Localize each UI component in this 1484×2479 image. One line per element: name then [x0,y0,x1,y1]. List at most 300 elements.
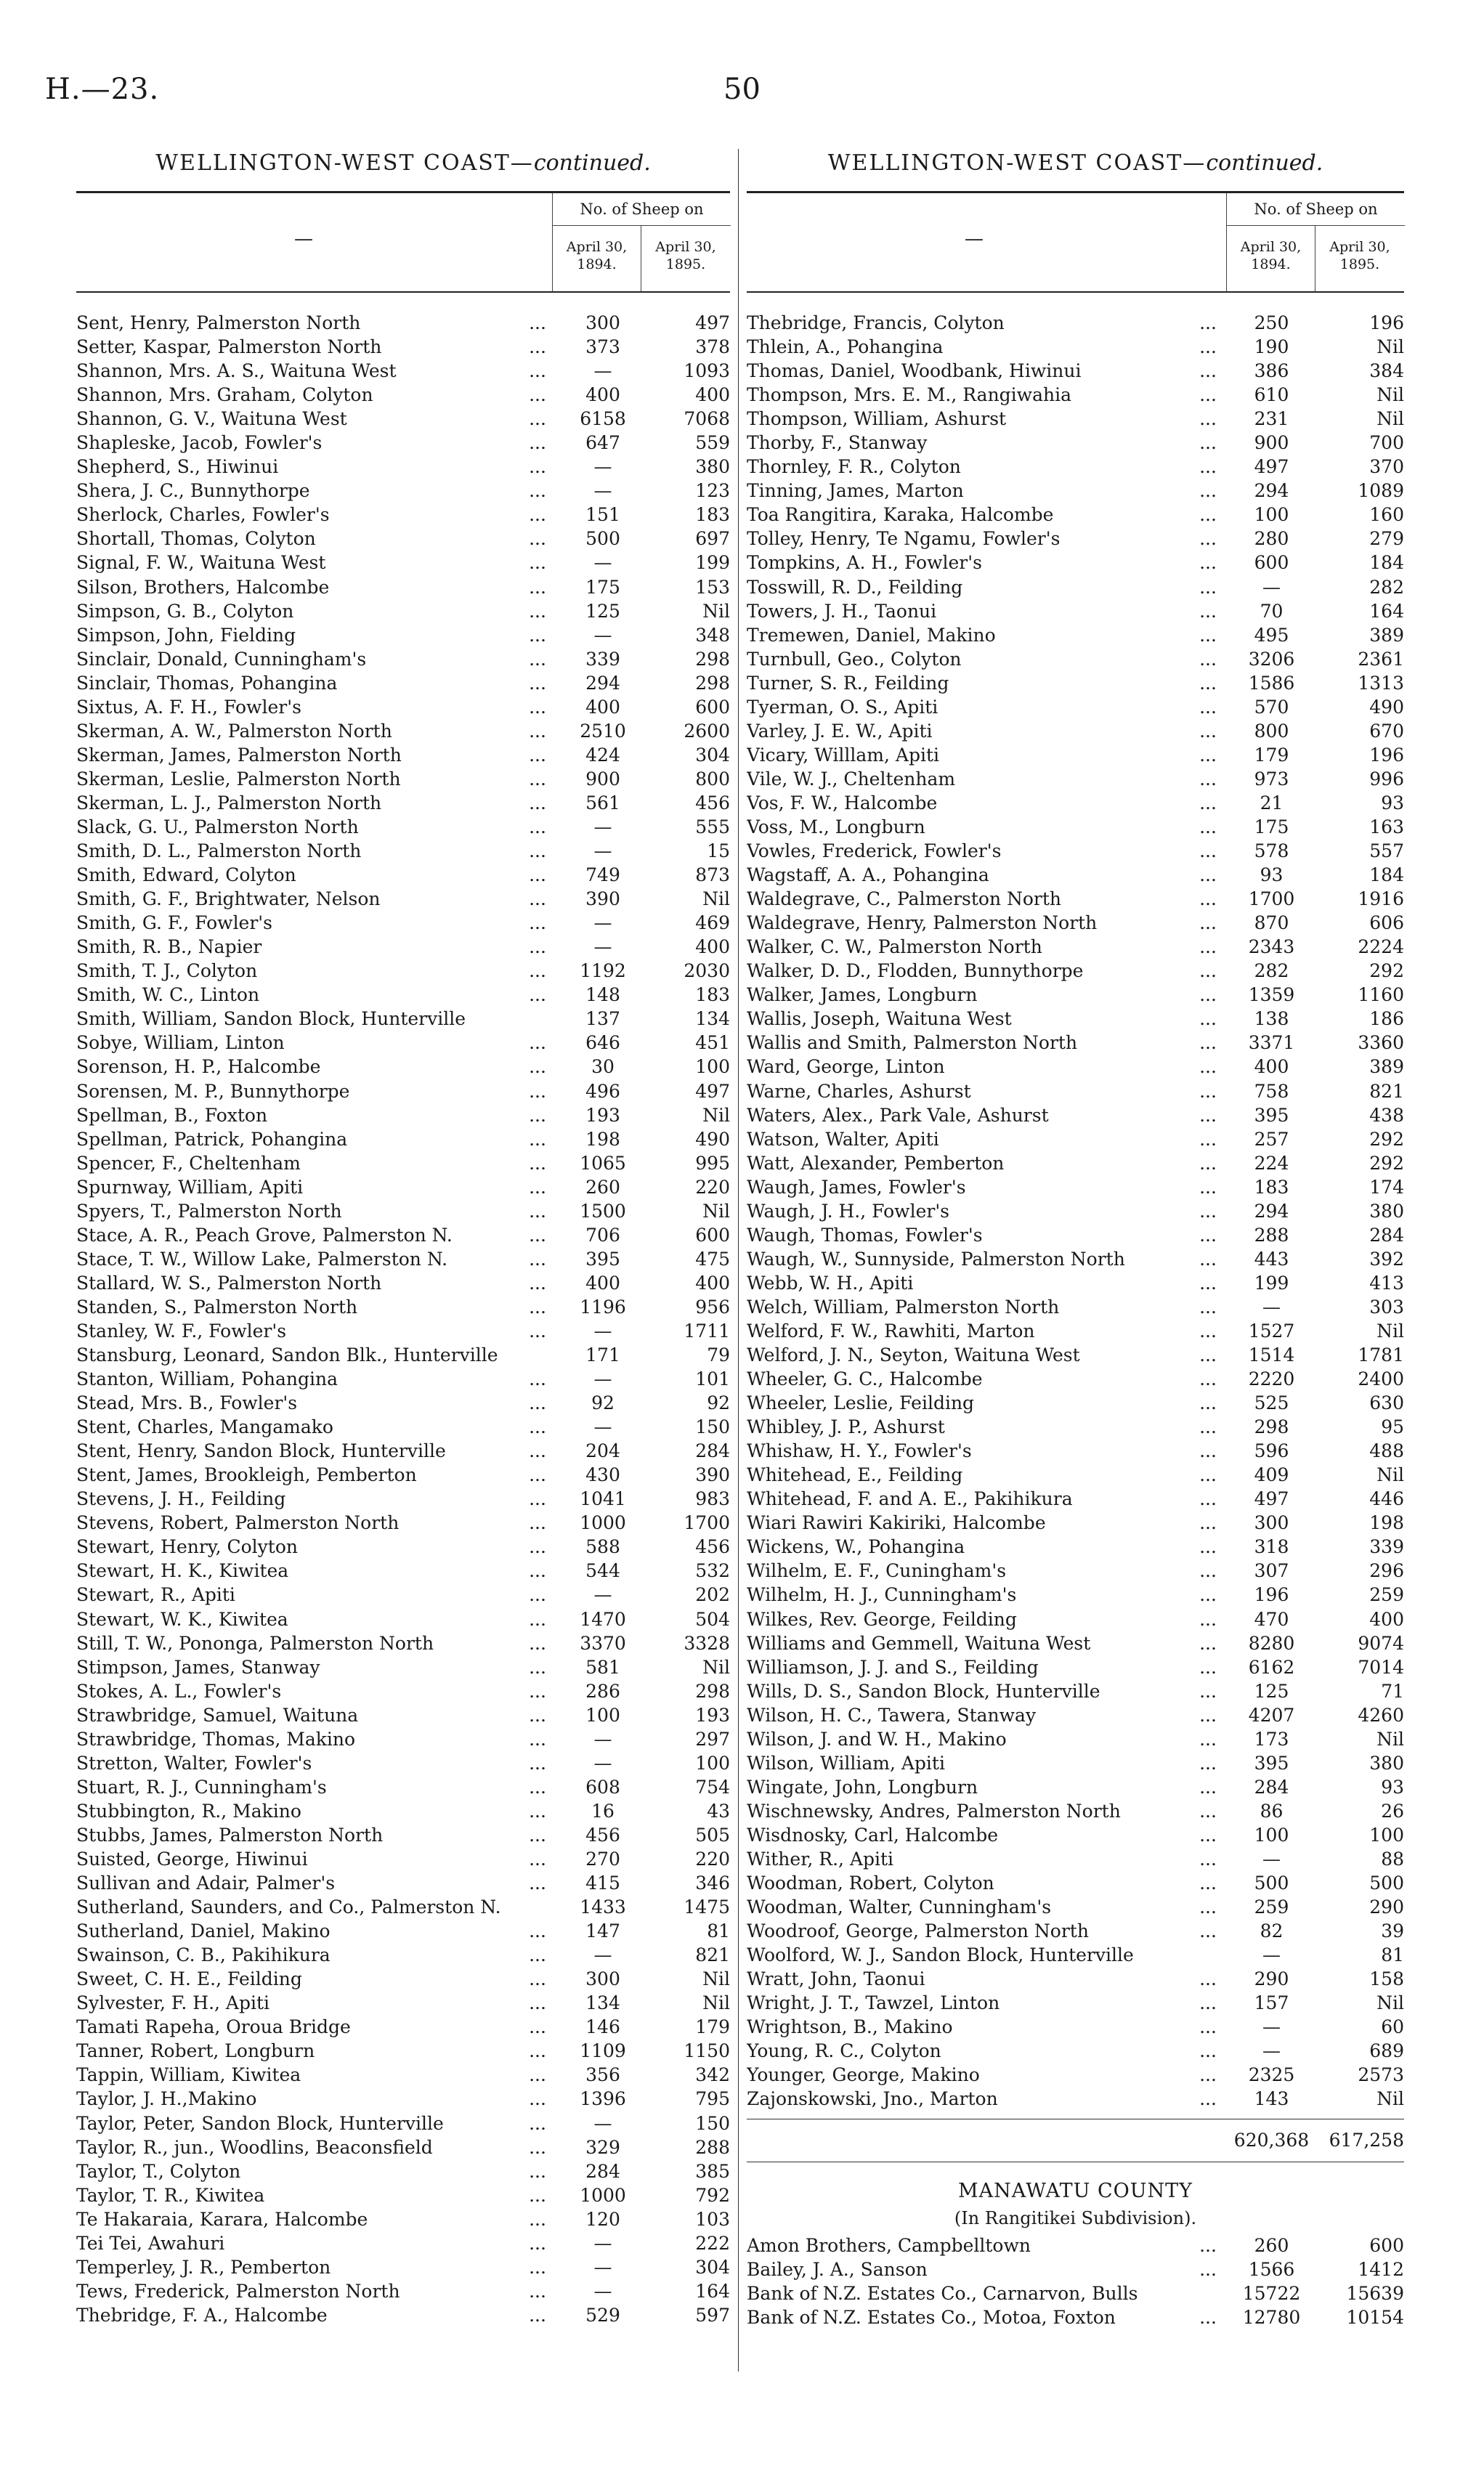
table-row [747,1271,1404,1295]
farmer-name: Stanley, W. F., Fowler's [76,1320,287,1342]
leader-dots: ... [1199,1392,1217,1414]
sheep-1894: 409 [1254,1464,1289,1486]
farmer-name: Shortall, Thomas, Colyton [76,528,316,550]
table-row [747,815,1404,839]
sheep-1895: 342 [695,2064,730,2086]
leader-dots: ... [529,1608,546,1630]
farmer-name: Amon Brothers, Campbelltown [747,2234,1031,2256]
farmer-name: Woodman, Walter, Cunningham's [747,1896,1052,1918]
farmer-name: Taylor, T., Colyton [76,2160,241,2182]
farmer-name: Whitehead, F. and A. E., Pakihikura [747,1488,1073,1510]
sheep-1894: 386 [1254,360,1289,382]
sheep-1895: 202 [695,1584,730,1606]
sheep-1895: 996 [1369,768,1404,790]
sheep-1895: 279 [1369,528,1404,550]
sheep-1894: 497 [1254,456,1289,478]
sheep-1895: 222 [695,2232,730,2254]
sheep-1894: 179 [1254,744,1289,766]
sheep-1894: 30 [591,1056,615,1078]
leader-dots: ... [1199,1704,1217,1726]
table-row [747,1487,1404,1511]
sheep-1895: 346 [695,1873,730,1894]
leader-dots: ... [1199,1128,1217,1150]
sheep-1895: 1093 [684,360,730,382]
sheep-1894: 137 [585,1008,620,1030]
leader-dots: ... [1199,384,1217,406]
sheep-1895: 290 [1369,1896,1404,1918]
sheep-1895: 380 [1369,1200,1404,1222]
sheep-1895: Nil [702,1968,730,1990]
sheep-1895: 597 [695,2304,730,2326]
table-row [747,1775,1404,1799]
farmer-name: Sent, Henry, Palmerston North [76,312,361,333]
leader-dots: ... [1199,768,1217,790]
sheep-1894: 125 [1254,1680,1289,1702]
leader-dots: ... [1199,552,1217,574]
sheep-1895: 389 [1369,1056,1404,1078]
right-header-col-1894: April 30, 1894. [1226,225,1315,291]
sheep-1894: 92 [591,1392,615,1414]
table-row [747,767,1404,791]
sheep-1895: 600 [695,1224,730,1246]
leader-dots: ... [1199,864,1217,886]
sheep-1894: 2343 [1248,936,1295,958]
table-row [76,2015,730,2039]
leader-dots: ... [529,1992,546,2014]
sheep-1894: 290 [1254,1968,1289,1990]
sheep-1894: — [593,1584,612,1606]
sheep-1894: 1433 [580,1896,626,1918]
sheep-1894: — [1262,1849,1281,1870]
sheep-1895: 1700 [684,1512,730,1534]
leader-dots: ... [529,1104,546,1126]
sheep-1894: — [593,1416,612,1438]
sheep-1894: 3206 [1248,648,1295,670]
table-row [76,1583,730,1607]
sheep-1894: 758 [1254,1080,1289,1102]
farmer-name: Still, T. W., Pononga, Palmerston North [76,1632,434,1654]
sheep-1894: 495 [1254,624,1289,646]
leader-dots: ... [1199,600,1217,622]
farmer-name: Spellman, B., Foxton [76,1104,268,1126]
leader-dots: ... [1199,1320,1217,1342]
sheep-1895: 304 [695,744,730,766]
sheep-1894: 260 [585,1176,620,1198]
leader-dots: ... [529,2160,546,2182]
leader-dots: ... [529,624,546,646]
table-row [747,959,1404,983]
leader-dots: ... [1199,792,1217,814]
table-row [76,791,730,815]
sheep-1894: 1000 [580,2184,626,2206]
leader-dots: ... [529,2304,546,2326]
sheep-1894: 570 [1254,696,1289,718]
farmer-name: Woodman, Robert, Colyton [747,1873,994,1894]
table-row [747,359,1404,383]
sheep-1895: 1711 [684,1320,730,1342]
leader-dots: ... [1199,2064,1217,2086]
sheep-1895: 164 [695,2280,730,2302]
farmer-name: Wheeler, Leslie, Feilding [747,1392,975,1414]
farmer-name: Strawbridge, Thomas, Makino [76,1728,356,1750]
leader-dots: ... [529,1224,546,1246]
table-row [76,407,730,431]
sheep-1894: 175 [1254,816,1289,837]
farmer-name: Skerman, James, Palmerston North [76,744,402,766]
table-row [76,623,730,647]
sheep-1894: 1065 [580,1152,626,1174]
sheep-1894: 400 [585,384,620,406]
leader-dots: ... [529,984,546,1006]
sheep-1894: 6162 [1248,1656,1295,1678]
leader-dots: ... [529,2256,546,2278]
leader-dots: ... [529,504,546,526]
farmer-name: Wickens, W., Pohangina [747,1536,965,1558]
sheep-1895: 400 [695,1272,730,1294]
farmer-name: Warne, Charles, Ashurst [747,1080,971,1102]
sheep-1895: 15639 [1346,2282,1404,2304]
leader-dots: ... [529,1752,546,1774]
sheep-1895: 196 [1369,312,1404,333]
table-row [76,935,730,959]
leader-dots: ... [1199,1272,1217,1294]
leader-dots: ... [1199,1344,1217,1366]
farmer-name: Turnbull, Geo., Colyton [747,648,962,670]
sheep-1895: 348 [695,624,730,646]
table-row [76,1943,730,1967]
sheep-1894: — [1262,1944,1281,1966]
sheep-1895: 2400 [1358,1368,1404,1390]
table-row [747,1751,1404,1775]
leader-dots: ... [529,1416,546,1438]
table-row [747,2087,1404,2111]
sheep-1894: 190 [1254,336,1289,358]
sheep-1894: 204 [585,1440,620,1462]
table-row [76,1823,730,1847]
table-row [76,383,730,407]
farmer-name: Whitehead, E., Feilding [747,1464,963,1486]
sheep-1895: Nil [702,888,730,910]
sheep-1894: 800 [1254,720,1289,742]
sheep-1894: 706 [585,1224,620,1246]
table-row [76,1127,730,1151]
table-row [747,1175,1404,1199]
leader-dots: ... [529,1248,546,1270]
farmer-name: Smith, G. F., Brightwater, Nelson [76,888,381,910]
leader-dots: ... [1199,1488,1217,1510]
sheep-1894: 294 [1254,1200,1289,1222]
leader-dots: ... [529,1464,546,1486]
table-row [747,383,1404,407]
table-row [76,2207,730,2231]
leader-dots: ... [529,432,546,454]
sheep-1895: 1781 [1358,1344,1404,1366]
sheep-1895: 153 [695,576,730,598]
table-row [76,2231,730,2255]
farmer-name: Stead, Mrs. B., Fowler's [76,1392,298,1414]
sheep-1894: 1359 [1248,984,1295,1006]
sheep-1894: 1700 [1248,888,1295,910]
leader-dots: ... [1199,480,1217,502]
sheep-1895: 490 [695,1128,730,1150]
leader-dots: ... [1199,1920,1217,1942]
table-row [747,1727,1404,1751]
leader-dots: ... [529,1488,546,1510]
sheep-1895: 438 [1369,1104,1404,1126]
sheep-1894: 175 [585,576,620,598]
leader-dots: ... [1199,1512,1217,1534]
table-row [76,551,730,575]
farmer-name: Tappin, William, Kiwitea [76,2064,301,2086]
sheep-1894: 288 [1254,1224,1289,1246]
leader-dots: ... [529,864,546,886]
farmer-name: Williams and Gemmell, Waituna West [747,1632,1091,1654]
farmer-name: Stallard, W. S., Palmerston North [76,1272,382,1294]
leader-dots: ... [1199,1873,1217,1894]
sheep-1895: 497 [695,1080,730,1102]
table-row [747,1319,1404,1343]
sheep-1894: — [1262,2016,1281,2038]
sheep-1894: 259 [1254,1896,1289,1918]
sheep-1894: 298 [1254,1416,1289,1438]
leader-dots: ... [1199,1896,1217,1918]
farmer-name: Smith, W. C., Linton [76,984,260,1006]
leader-dots: ... [529,1152,546,1174]
farmer-name: Ward, George, Linton [747,1056,945,1078]
table-row [76,2303,730,2327]
sheep-1894: — [593,456,612,478]
leader-dots: ... [529,1392,546,1414]
leader-dots: ... [529,2208,546,2230]
sheep-1895: Nil [1376,408,1404,430]
sheep-1894: 900 [1254,432,1289,454]
table-row [76,1703,730,1727]
farmer-name: Spyers, T., Palmerston North [76,1200,342,1222]
sheep-1895: 92 [707,1392,730,1414]
table-row [747,431,1404,455]
leader-dots: ... [1199,360,1217,382]
table-row [747,335,1404,359]
table-row [76,2159,730,2183]
sheep-1895: 754 [695,1776,730,1798]
farmer-name: Smith, T. J., Colyton [76,960,258,982]
leader-dots: ... [1199,1296,1217,1318]
sheep-1895: 298 [695,672,730,694]
table-row [76,983,730,1007]
sheep-1895: 60 [1381,2016,1404,2038]
sheep-1894: 500 [585,528,620,550]
farmer-name: Wilson, William, Apiti [747,1752,945,1774]
farmer-name: Smith, G. F., Fowler's [76,912,273,934]
farmer-name: Taylor, T. R., Kiwitea [76,2184,265,2206]
table-row [747,887,1404,911]
leader-dots: ... [529,888,546,910]
sheep-1894: 1527 [1248,1320,1295,1342]
farmer-name: Simpson, G. B., Colyton [76,600,294,622]
leader-dots: ... [529,1368,546,1390]
sheep-1894: 100 [1254,504,1289,526]
sheep-1894: — [593,2256,612,2278]
sheep-1894: 294 [1254,480,1289,502]
farmer-name: Skerman, Leslie, Palmerston North [76,768,401,790]
table-row [76,431,730,455]
farmer-name: Stent, Charles, Mangamako [76,1416,333,1438]
sheep-1894: 608 [585,1776,620,1798]
sheep-1895: 400 [695,384,730,406]
sheep-1895: 100 [695,1752,730,1774]
sheep-1894: 578 [1254,840,1289,862]
farmer-name: Young, R. C., Colyton [747,2040,941,2062]
leader-dots: ... [529,2016,546,2038]
leader-dots: ... [529,1440,546,1462]
sheep-1894: 1470 [580,1608,626,1630]
farmer-name: Watt, Alexander, Pemberton [747,1152,1005,1174]
farmer-name: Towers, J. H., Taonui [747,600,937,622]
farmer-name: Thompson, William, Ashurst [747,408,1007,430]
sheep-1895: 795 [695,2088,730,2110]
sheep-1895: 497 [695,312,730,333]
sheep-1894: 318 [1254,1536,1289,1558]
table-row [747,1559,1404,1583]
table-row [747,1655,1404,1679]
sheep-1894: 4207 [1248,1704,1295,1726]
right-title-italic: continued. [1206,150,1323,176]
leader-dots: ... [1199,1440,1217,1462]
table-row [76,1007,730,1031]
sheep-1895: 2573 [1358,2064,1404,2086]
farmer-name: Silson, Brothers, Halcombe [76,576,330,598]
leader-dots: ... [529,1656,546,1678]
sheep-1895: 392 [1369,1248,1404,1270]
right-title-main: WELLINGTON-WEST COAST— [827,150,1207,176]
sheep-1894: 430 [585,1464,620,1486]
sheep-1895: 821 [695,1944,730,1966]
sheep-1895: 26 [1381,1800,1404,1822]
leader-dots: ... [529,1512,546,1534]
farmer-name: Wilson, J. and W. H., Makino [747,1728,1007,1750]
leader-dots: ... [1199,816,1217,837]
leader-dots: ... [529,2136,546,2158]
farmer-name: Shannon, Mrs. Graham, Colyton [76,384,373,406]
sheep-1895: 43 [707,1800,730,1822]
sheep-1895: 504 [695,1608,730,1630]
farmer-name: Thomas, Daniel, Woodbank, Hiwinui [747,360,1082,382]
farmer-name: Thorby, F., Stanway [747,432,928,454]
farmer-name: Standen, S., Palmerston North [76,1296,358,1318]
leader-dots: ... [529,2280,546,2302]
farmer-name: Younger, George, Makino [747,2064,980,2086]
sheep-1895: 390 [695,1464,730,1486]
sheep-1894: 544 [585,1560,620,1582]
leader-dots: ... [1199,2234,1217,2256]
leader-dots: ... [529,648,546,670]
farmer-name: Whishaw, H. Y., Fowler's [747,1440,972,1462]
sheep-1894: 900 [585,768,620,790]
sheep-1895: 163 [1369,816,1404,837]
sheep-1895: 100 [695,1056,730,1078]
sheep-1895: 284 [695,1440,730,1462]
sheep-1895: 600 [1369,2234,1404,2256]
left-column-title [76,149,730,178]
farmer-name: Wither, R., Apiti [747,1849,894,1870]
sheep-1894: 82 [1260,1920,1284,1942]
farmer-name: Waldegrave, C., Palmerston North [747,888,1062,910]
leader-dots: ... [529,1776,546,1798]
sheep-1894: 171 [585,1344,620,1366]
farmer-name: Taylor, R., jun., Woodlins, Beaconsfield [76,2136,433,2158]
leader-dots: ... [529,1704,546,1726]
farmer-name: Waters, Alex., Park Vale, Ashurst [747,1104,1049,1126]
sheep-1894: 300 [585,312,620,333]
farmer-name: Welford, J. N., Seyton, Waituna West [747,1344,1080,1366]
leader-dots: ... [529,672,546,694]
table-row [76,503,730,527]
leader-dots: ... [529,744,546,766]
sheep-1895: 303 [1369,1296,1404,1318]
sheep-1895: 606 [1369,912,1404,934]
sheep-1894: 198 [585,1128,620,1150]
table-row [76,671,730,695]
table-row [747,1847,1404,1871]
farmer-name: Welford, F. W., Rawhiti, Marton [747,1320,1035,1342]
sheep-1895: 380 [695,456,730,478]
farmer-name: Stokes, A. L., Fowler's [76,1680,282,1702]
farmer-name: Setter, Kaspar, Palmerston North [76,336,382,358]
right-rows [747,311,1404,2111]
sheep-1895: 7014 [1358,1656,1404,1678]
leader-dots: ... [1199,1224,1217,1246]
leader-dots: ... [529,792,546,814]
table-row [76,2135,730,2159]
table-row [747,1151,1404,1175]
farmer-name: Taylor, Peter, Sandon Block, Hunterville [76,2112,444,2134]
table-row [76,767,730,791]
table-row [76,2087,730,2111]
table-row [76,335,730,359]
table-row [747,911,1404,935]
left-header-col-1894: April 30, 1894. [552,225,641,291]
county-rows [747,2233,1404,2329]
leader-dots: ... [1199,936,1217,958]
sheep-1895: 292 [1369,1152,1404,1174]
table-row [76,1871,730,1895]
sheep-1894: 395 [585,1248,620,1270]
table-row [747,647,1404,671]
sheep-1894: 93 [1260,864,1284,886]
table-row [76,599,730,623]
table-row [747,935,1404,959]
leader-dots: ... [529,360,546,382]
leader-dots: ... [529,480,546,502]
sheep-1894: 294 [585,672,620,694]
sheep-1895: Nil [1376,1320,1404,1342]
table-row [747,983,1404,1007]
county-title: MANAWATU COUNTY [958,2179,1193,2202]
leader-dots: ... [529,1200,546,1222]
table-row [747,1367,1404,1391]
sheep-1894: 400 [585,1272,620,1294]
farmer-name: Stubbs, James, Palmerston North [76,1824,384,1846]
sheep-1894: 300 [585,1968,620,1990]
table-row [76,1415,730,1439]
sheep-1895: 389 [1369,624,1404,646]
farmer-name: Spellman, Patrick, Pohangina [76,1128,348,1150]
farmer-name: Tyerman, O. S., Apiti [747,696,938,718]
farmer-name: Walker, C. W., Palmerston North [747,936,1042,958]
sheep-1895: 1089 [1358,480,1404,502]
table-row [747,527,1404,551]
table-row [747,1007,1404,1031]
